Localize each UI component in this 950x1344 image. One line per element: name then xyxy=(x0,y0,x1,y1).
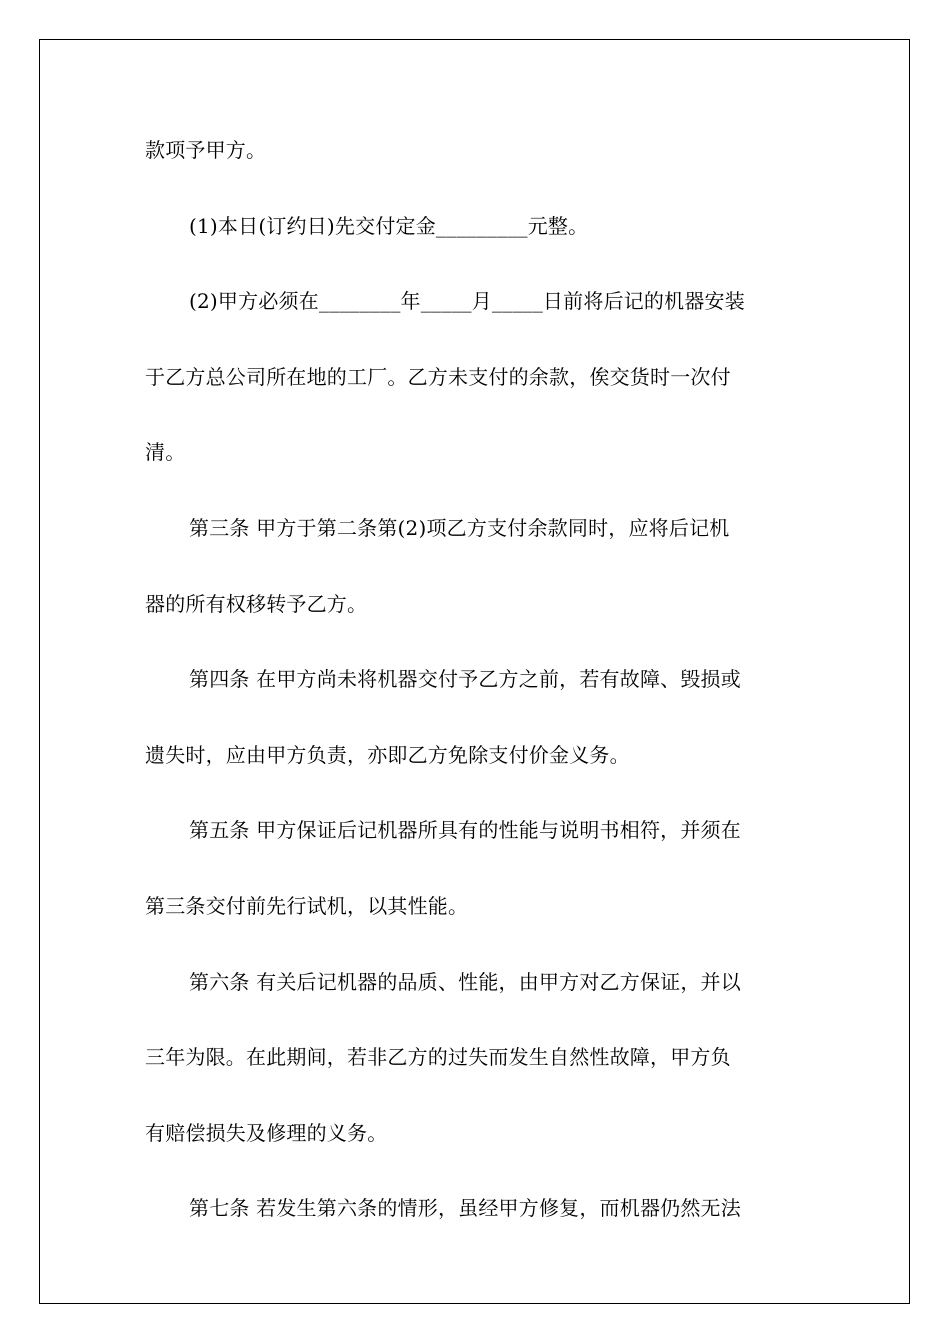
text-line: 第三条交付前先行试机，以其性能。 xyxy=(145,893,469,918)
text-line: 第五条 甲方保证后记机器所具有的性能与说明书相符，并须在 xyxy=(189,818,741,843)
text-line: 第六条 有关后记机器的品质、性能，由甲方对乙方保证，并以 xyxy=(189,969,741,994)
text-line: 器的所有权移转予乙方。 xyxy=(145,591,368,616)
text-line: 于乙方总公司所在地的工厂。乙方未支付的余款，俟交货时一次付 xyxy=(145,364,731,389)
text-line: 三年为限。在此期间，若非乙方的过失而发生自然性故障，甲方负 xyxy=(145,1045,731,1070)
text-line: 遗失时，应由甲方负责，亦即乙方免除支付价金义务。 xyxy=(145,742,630,767)
text-line: 有赔偿损失及修理的义务。 xyxy=(145,1120,388,1145)
text-line: 第三条 甲方于第二条第(2)项乙方支付余款同时，应将后记机 xyxy=(189,515,730,540)
text-line: (2)甲方必须在________年_____月_____日前将后记的机器安装 xyxy=(189,289,745,314)
text-line: 清。 xyxy=(145,440,186,465)
text-line: 款项予甲方。 xyxy=(145,138,267,162)
text-line: (1)本日(订约日)先交付定金_________元整。 xyxy=(189,213,589,238)
document-body xyxy=(145,131,810,1265)
text-line: 第七条 若发生第六条的情形，虽经甲方修复，而机器仍然无法 xyxy=(189,1196,741,1221)
text-line: 第四条 在甲方尚未将机器交付予乙方之前，若有故障、毁损或 xyxy=(189,667,741,692)
